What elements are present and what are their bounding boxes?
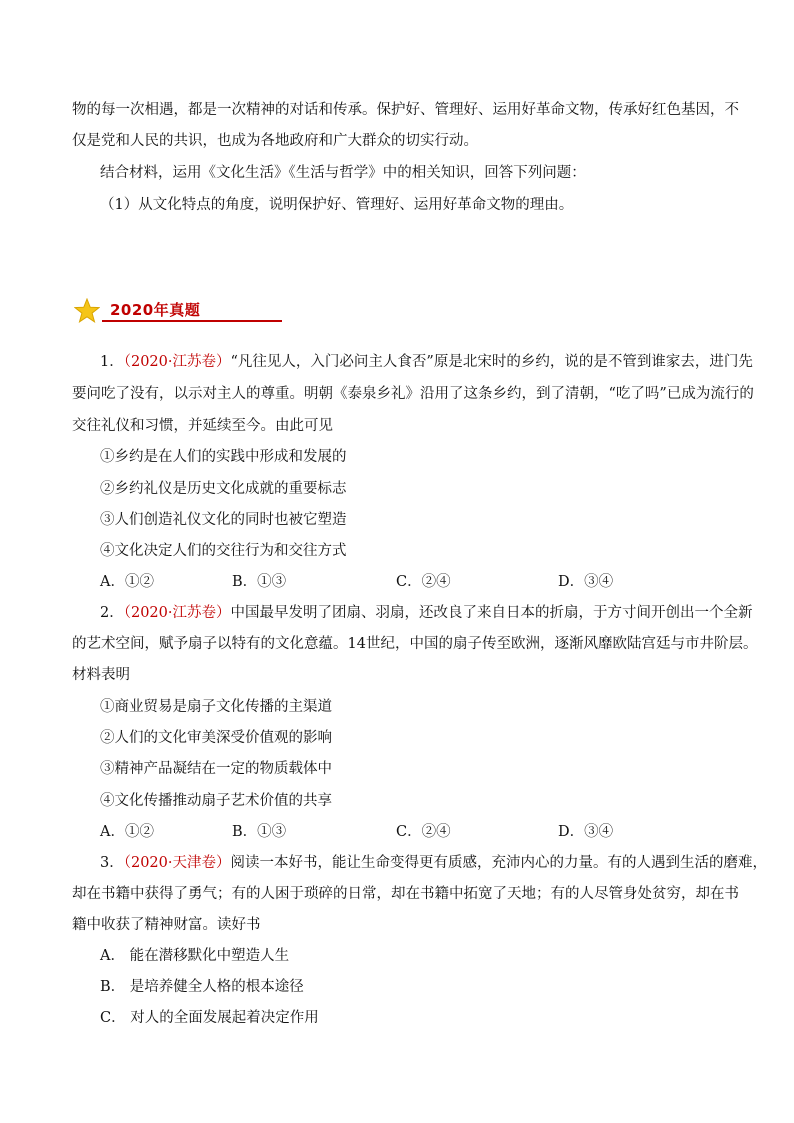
intro-instruction: 结合材料，运用《文化生活》《生活与哲学》中的相关知识，回答下列问题：	[100, 165, 586, 181]
section-underline	[102, 320, 282, 322]
q2-line-2: 的艺术空间，赋予扇子以特有的文化意蕴。14世纪，中国的扇子传至欧洲，逐渐风靡欧陆宫廷与市井阶层。	[72, 636, 758, 652]
q2-source: （2020·江苏卷）	[123, 605, 231, 621]
q1-text: “凡往见人，入门必问主人食否”原是北宋时的乡约，说的是不管到谁家去，进门先	[230, 354, 753, 370]
q2-line-3: 材料表明	[72, 667, 130, 683]
intro-line-2: 仅是党和人民的共识，也成为各地政府和广大群众的切实行动。	[72, 133, 478, 149]
q1-choice-b[interactable]: B．①③	[232, 574, 287, 590]
q1-choice-a[interactable]: A．①②	[100, 574, 154, 590]
q2-line-1	[100, 603, 753, 623]
q3-option-a[interactable]: A． 能在潜移默化中塑造人生	[100, 948, 290, 964]
q1-line-2: 要问吃了没有，以示对主人的尊重。明朝《泰泉乡礼》沿用了这条乡约，到了清朝，“吃了吗”已成为流行的	[72, 386, 754, 402]
q3-option-b[interactable]: B． 是培养健全人格的根本途径	[100, 979, 304, 995]
q1-line-3: 交往礼仪和习惯，并延续至今。由此可见	[72, 418, 333, 434]
q3-line-3: 籍中收获了精神财富。读好书	[72, 917, 261, 933]
intro-subquestion: （1）从文化特点的角度，说明保护好、管理好、运用好革命文物的理由。	[100, 197, 574, 213]
q1-choice-d[interactable]: D．③④	[558, 574, 614, 590]
q1-choices	[100, 572, 660, 592]
q1-source: （2020·江苏卷）	[123, 354, 231, 370]
section-header	[74, 296, 214, 326]
q1-number: 1．	[100, 354, 124, 370]
q2-choice-b[interactable]: B．①③	[232, 824, 287, 840]
q1-line-1	[100, 352, 753, 372]
q2-choices	[100, 822, 660, 842]
intro-line-1: 物的每一次相遇，都是一次精神的对话和传承。保护好、管理好、运用好革命文物，传承好红色基因，不	[72, 102, 739, 118]
q3-line-2: 却在书籍中获得了勇气；有的人困于琐碎的日常，却在书籍中拓宽了天地；有的人尽管身处贫穷，却在书	[72, 886, 739, 902]
q2-item-1: ①商业贸易是扇子文化传播的主渠道	[100, 699, 332, 715]
q3-line-1	[100, 853, 767, 873]
q1-item-4: ④文化决定人们的交往行为和交往方式	[100, 543, 347, 559]
q2-number: 2．	[100, 605, 124, 621]
q1-item-1: ①乡约是在人们的实践中形成和发展的	[100, 449, 347, 465]
q2-item-2: ②人们的文化审美深受价值观的影响	[100, 730, 332, 746]
q2-item-4: ④文化传播推动扇子艺术价值的共享	[100, 793, 332, 809]
q2-choice-c[interactable]: C．②④	[396, 824, 451, 840]
q1-choice-c[interactable]: C．②④	[396, 574, 451, 590]
q1-item-2: ②乡约礼仪是历史文化成就的重要标志	[100, 481, 347, 497]
star-icon	[74, 298, 100, 324]
q2-choice-a[interactable]: A．①②	[100, 824, 154, 840]
q3-text: 阅读一本好书，能让生命变得更有质感，充沛内心的力量。有的人遇到生活的磨难，	[230, 855, 767, 871]
q3-number: 3．	[100, 855, 124, 871]
section-title: 2020年真题	[110, 301, 201, 319]
q3-source: （2020·天津卷）	[123, 855, 231, 871]
q1-item-3: ③人们创造礼仪文化的同时也被它塑造	[100, 512, 347, 528]
q3-option-c[interactable]: C． 对人的全面发展起着决定作用	[100, 1010, 319, 1026]
q2-item-3: ③精神产品凝结在一定的物质载体中	[100, 761, 332, 777]
q2-choice-d[interactable]: D．③④	[558, 824, 614, 840]
q2-text: 中国最早发明了团扇、羽扇，还改良了来自日本的折扇，于方寸间开创出一个全新	[230, 605, 753, 621]
